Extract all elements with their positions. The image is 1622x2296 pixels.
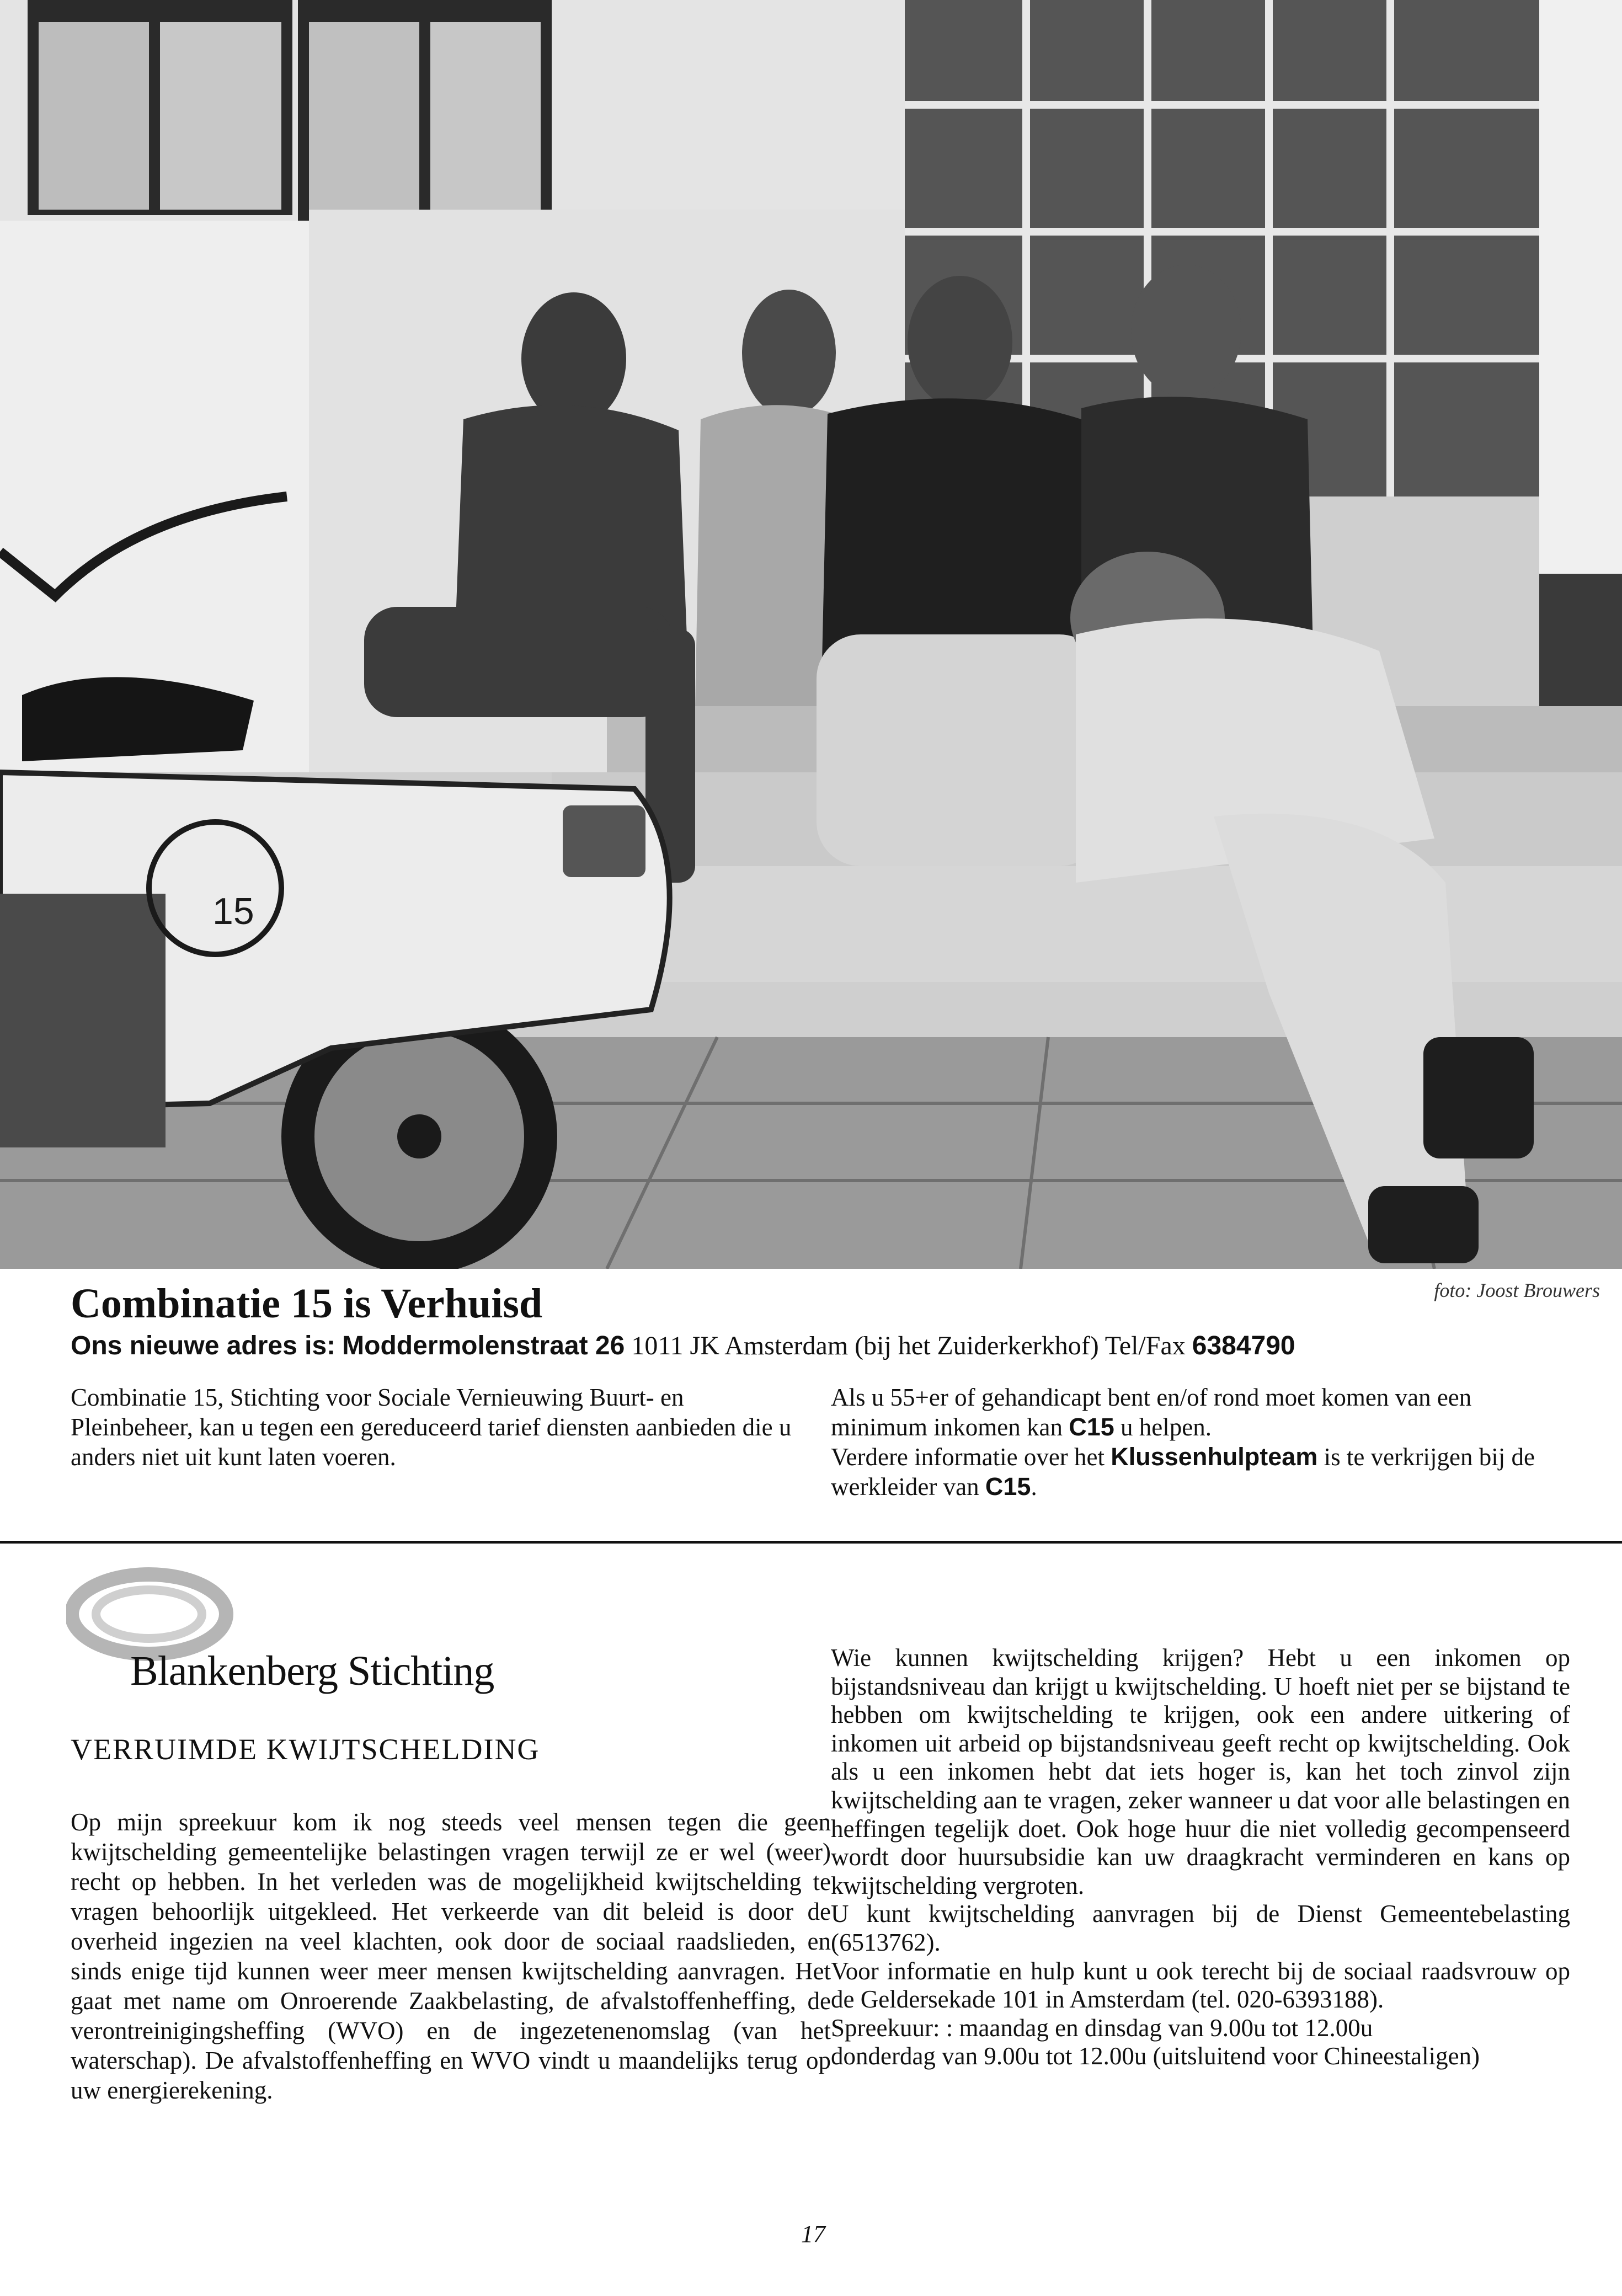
address-label: Ons nieuwe adres is:: [71, 1331, 336, 1360]
scooter-emblem: 15: [212, 890, 254, 932]
office-hours-1: Spreekuur: : maandag en dinsdag van 9.00u tot 12.00u: [831, 2014, 1373, 2042]
kwijtschelding-left-column: [71, 1807, 831, 2105]
c15-info-part-5: .: [1031, 1473, 1037, 1501]
section-title: VERRUIMDE KWIJTSCHELDING: [71, 1733, 540, 1766]
c15-info-part-4: is te verkrijgen bij de werkleider van: [831, 1443, 1535, 1501]
c15-address-line: [71, 1331, 1295, 1361]
klussenhulpteam: Klussenhulpteam: [1111, 1443, 1318, 1471]
eligibility-paragraph: Wie kunnen kwijtschelding krijgen? Hebt u een inkomen op bijstandsniveau dan krijgt u kwijtschelding. U hoeft niet per se bijstand te hebben om kwijtschelding te krijgen, ook een andere uitkering of inkomen uit arbeid op bijstandsniveau geeft recht op kwijtschelding. Ook als u een inkomen hebt dat iets hoger is, kan het toch zinvol zijn kwijtschelding aan te vragen, zeker wanneer u dat voor alle belastingen en heffingen tegelijk doet. Ook hoge huur die niet volledig gecompenseerd wordt door huursubsidie kan uw draagkracht verminderen en kans op kwijtschelding vergroten.: [831, 1644, 1570, 1899]
street: Moddermolenstraat 26: [342, 1331, 625, 1360]
section-divider: [0, 1541, 1622, 1544]
c15-brand-a: C15: [1069, 1413, 1114, 1441]
c15-intro-text: Combinatie 15, Stichting voor Sociale Vernieuwing Buurt- en Pleinbeheer, kan u tegen een gereduceerd tarief diensten aanbieden die u anders niet uit kunt laten voeren.: [71, 1384, 792, 1471]
help-paragraph: Voor informatie en hulp kunt u ook terecht bij de sociaal raadsvrouw op de Geldersekade 101 in Amsterdam (tel. 020-6393188).: [831, 1957, 1570, 2014]
c15-info-part-2: u helpen.: [1121, 1413, 1212, 1441]
c15-info-text: [831, 1382, 1565, 1502]
office-hours-2: donderdag van 9.00u tot 12.00u (uitsluitend voor Chineestaligen): [831, 2042, 1480, 2070]
kwijtschelding-right-column: [831, 1644, 1570, 2071]
photo-credit: foto: Joost Brouwers: [1434, 1279, 1600, 1301]
c15-heading: Combinatie 15 is Verhuisd: [71, 1280, 543, 1327]
c15-info-part-1: Als u 55+er of gehandicapt bent en/of rond moet komen van een minimum inkomen kan: [831, 1384, 1472, 1441]
c15-info-part-3: Verdere informatie over het: [831, 1443, 1105, 1471]
c15-brand-b: C15: [985, 1472, 1031, 1501]
phone-number: 6384790: [1192, 1331, 1295, 1360]
apply-paragraph: U kunt kwijtschelding aanvragen bij de Dienst Gemeentebelasting (6513762).: [831, 1900, 1570, 1956]
postcode-city: 1011 JK Amsterdam (bij het Zuiderkerkhof) Tel/Fax: [631, 1331, 1186, 1360]
kwijtschelding-intro: Op mijn spreekuur kom ik nog steeds veel mensen tegen die geen kwijtschelding gemeentelijke belastingen vragen terwijl ze er wel (weer) recht op hebben. In het verleden was de mogelijkheid kwijtschelding te vragen behoorlijk uitgekleed. Het verkeerde van dit beleid is door de overheid ingezien na veel klachten, ook door de sociaal raadslieden, en sinds enige tijd kunnen weer meer mensen kwijtschelding aanvragen. Het gaat met name om Onroerende Zaakbelasting, de afvalstoffenheffing, de verontreinigingsheffing (WVO) en de ingezetenenomslag (van het waterschap). De afvalstoffenheffing en WVO vindt u maandelijks terug op uw energierekening.: [71, 1808, 831, 2104]
page-number: 17: [801, 2220, 825, 2247]
organisation-name: Blankenberg Stichting: [130, 1648, 494, 1694]
